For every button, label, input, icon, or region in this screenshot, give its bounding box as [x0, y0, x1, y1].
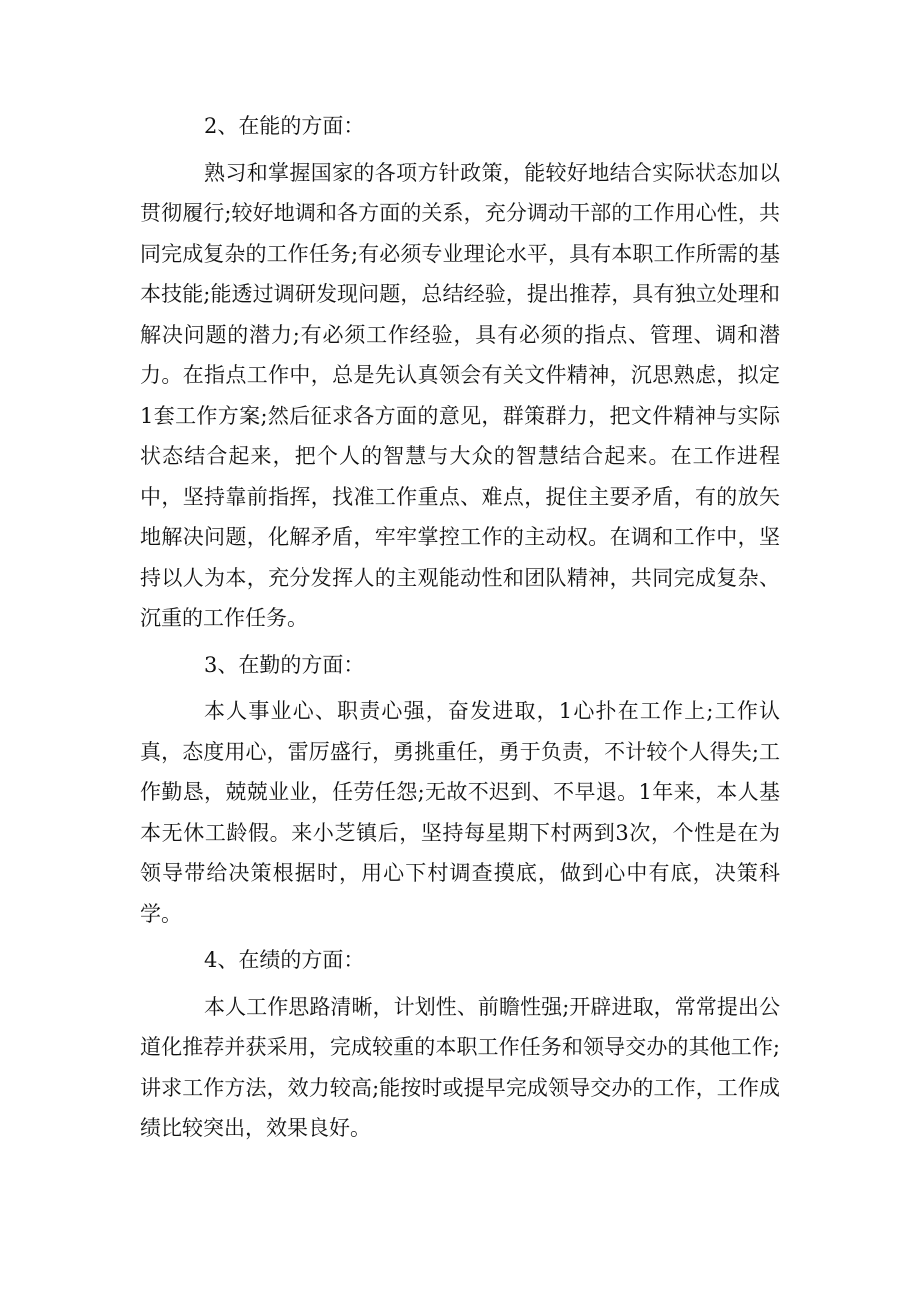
section-paragraph-2: 熟习和掌握国家的各项方针政策，能较好地结合实际状态加以贯彻履行;较好地调和各方面的关系，充分调动干部的工作用心性，共同完成复杂的工作任务;有必须专业理论水平，具有本职工作所需的基本技能;能透过调研发现问题，总结经验，提出推荐，具有独立处理和解决问题的潜力;有必须工作经验，具有必须的指点、管理、调和潜力。在指点工作中，总是先认真领会有关文件精神，沉思熟虑，拟定1套工作方案;然后征求各方面的意见，群策群力，把文件精神与实际状态结合起来，把个人的智慧与大众的智慧结合起来。在工作进程中，坚持靠前指挥，找准工作重点、难点，捉住主要矛盾，有的放矢地解决问题，化解矛盾，牢牢掌控工作的主动权。在调和工作中，坚持以人为本，充分发挥人的主观能动性和团队精神，共同完成复杂、沉重的工作任务。 — [140, 160, 780, 630]
section-paragraph-3: 本人事业心、职责心强，奋发进取，1心扑在工作上;工作认真，态度用心，雷厉盛行，勇挑重任，勇于负责，不计较个人得失;工作勤恳，兢兢业业，任劳任怨;无故不迟到、不早退。1年来，本人基本无休工龄假。来小芝镇后，坚持每星期下村两到3次，个性是在为领导带给决策根据时，用心下村调查摸底，做到心中有底，决策科学。 — [140, 699, 780, 926]
section-heading-3: 3、在勤的方面： — [204, 652, 365, 677]
section-heading-4: 4、在绩的方面： — [204, 948, 365, 972]
section-heading-2: 2、在能的方面： — [204, 114, 365, 138]
section-paragraph-4: 本人工作思路清晰，计划性、前瞻性强;开辟进取，常常提出公道化推荐并获采用，完成较重的本职工作任务和领导交办的其他工作;讲求工作方法，效力较高;能按时或提早完成领导交办的工作，工作成绩比较突出，效果良好。 — [140, 994, 780, 1140]
document-body — [140, 106, 780, 1155]
